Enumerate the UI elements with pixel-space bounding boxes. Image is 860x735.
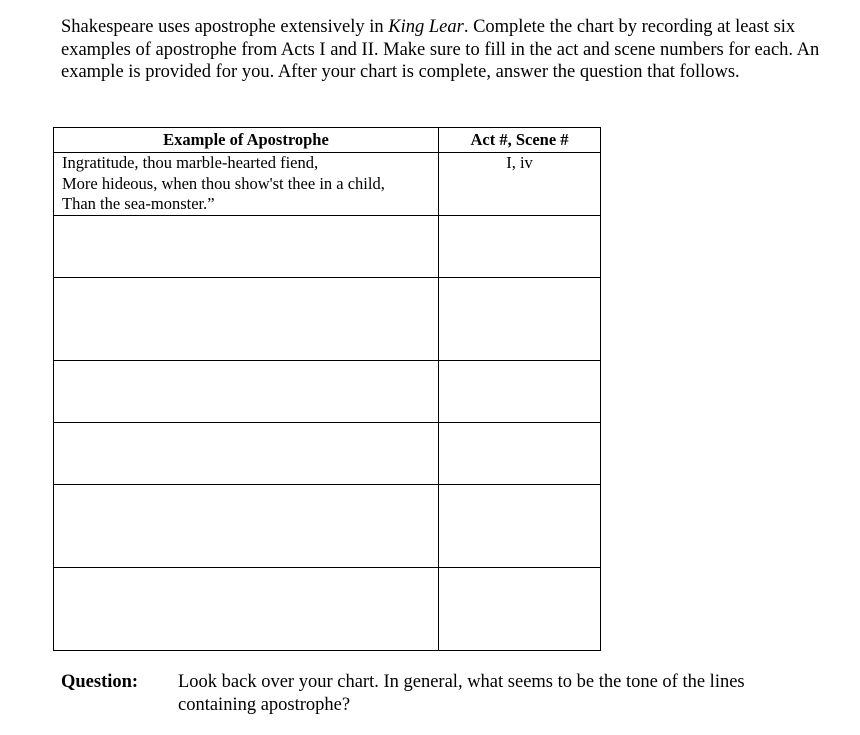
blank-act-scene-cell-5[interactable]: [439, 484, 601, 567]
apostrophe-chart: [53, 127, 601, 651]
header-act-scene: Act #, Scene #: [439, 128, 601, 153]
example-quote-line-3: Than the sea-monster.”: [62, 194, 215, 213]
example-quote-cell: [54, 153, 439, 216]
play-title: King Lear: [388, 17, 464, 37]
blank-row-3: [54, 360, 601, 422]
blank-act-scene-cell-4[interactable]: [439, 422, 601, 484]
blank-row-6: [54, 567, 601, 650]
chart-header-row: [54, 128, 601, 153]
instructions-paragraph: [61, 16, 831, 84]
blank-act-scene-cell-2[interactable]: [439, 277, 601, 360]
header-example-of-apostrophe: Example of Apostrophe: [54, 128, 439, 153]
blank-act-scene-cell-6[interactable]: [439, 567, 601, 650]
blank-example-cell-6[interactable]: [54, 567, 439, 650]
blank-row-2: [54, 277, 601, 360]
blank-row-5: [54, 484, 601, 567]
example-row: [54, 153, 601, 216]
blank-act-scene-cell-3[interactable]: [439, 360, 601, 422]
blank-example-cell-2[interactable]: [54, 277, 439, 360]
blank-example-cell-5[interactable]: [54, 484, 439, 567]
blank-row-1: [54, 215, 601, 277]
blank-example-cell-4[interactable]: [54, 422, 439, 484]
example-quote-line-2: More hideous, when thou show'st thee in a child,: [62, 173, 385, 193]
instructions-text-part1: Shakespeare uses apostrophe extensively in: [61, 17, 389, 37]
blank-act-scene-cell-1[interactable]: [439, 215, 601, 277]
question-label: Question:: [61, 672, 139, 692]
instructions-text-part2: . Complete the chart by recording at least six examples of apostrophe from Acts I and II. Make sure to fill in the act and scene numbers for each. An example is provided for you. After your chart is complete, answer the question that follows.: [61, 17, 820, 82]
blank-example-cell-1[interactable]: [54, 215, 439, 277]
example-act-scene-cell: I, iv: [439, 153, 601, 216]
blank-row-4: [54, 422, 601, 484]
blank-example-cell-3[interactable]: [54, 360, 439, 422]
question-text: Look back over your chart. In general, what seems to be the tone of the lines containing apostrophe?: [178, 672, 745, 715]
example-quote-line-1: Ingratitude, thou marble-hearted fiend,: [62, 153, 319, 172]
